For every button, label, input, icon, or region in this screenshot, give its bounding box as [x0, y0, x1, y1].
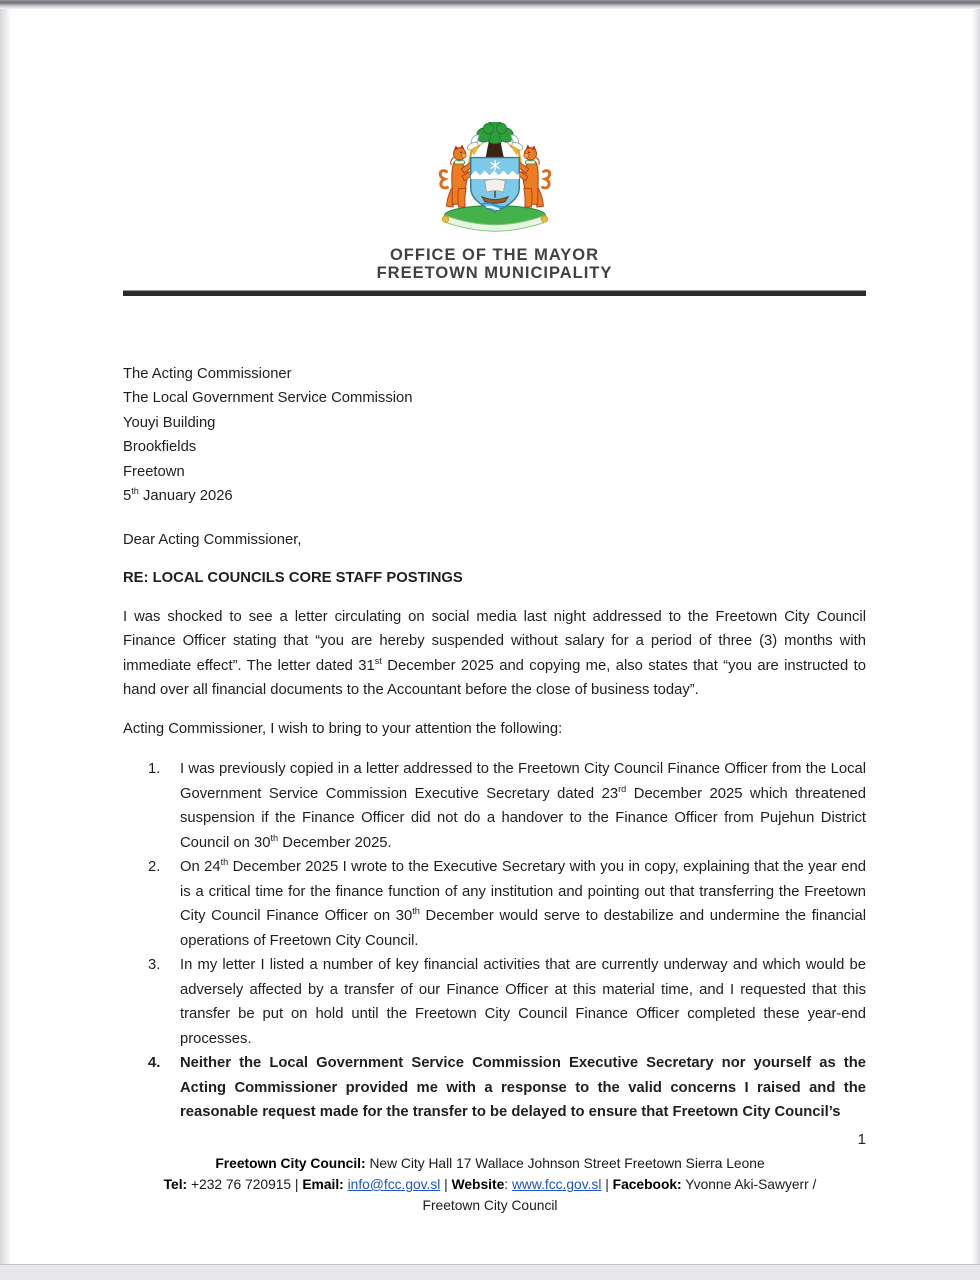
paragraph: Acting Commissioner, I wish to bring to your attention the following: [123, 720, 563, 737]
footer-link[interactable]: info@fcc.gov.sl [347, 1177, 441, 1192]
numbered-list [123, 757, 866, 1125]
recipient-block [123, 362, 866, 509]
org-name [123, 246, 866, 282]
page-footer [0, 1153, 980, 1216]
list-number: 1. [148, 761, 161, 777]
list-number: 3. [148, 957, 161, 973]
list-text: I was previously copied in a letter addressed to the Freetown City Council Finance Officer from the Local Government Service Commission Executive Secretary dated 23rd December 2025 which threatened suspension if the Finance Officer did not do a handover to the Finance Officer from Pujehun District Council on 30th December 2025. [180, 761, 867, 851]
coat-of-arms-logo [425, 122, 565, 241]
subject-line: RE: LOCAL COUNCILS CORE STAFF POSTINGS [123, 570, 463, 586]
paragraph: I was shocked to see a letter circulating on social media last night addressed to the Freetown City Council Finance Officer stating that “you are hereby suspended without salary for a period of three (3) months with immediate effect”. The letter dated 31st December 2025 and copying me, also states that “you are instructed to hand over all financial documents to the Accountant before the close of business today”. [123, 608, 867, 698]
lion-supporter-left [440, 144, 473, 207]
scan-edge-top [0, 0, 980, 9]
salutation: Dear Acting Commissioner, [123, 531, 302, 548]
letter-date: 5th January 2026 [123, 486, 233, 504]
freetown-coat-of-arms-icon [425, 122, 565, 236]
shield [470, 158, 519, 212]
letter-page [123, 0, 866, 1125]
list-number: 2. [148, 859, 161, 875]
scan-edge-bottom [0, 1264, 980, 1280]
list-item [123, 757, 866, 855]
footer-link[interactable]: www.fcc.gov.sl [511, 1177, 602, 1192]
list-text: On 24th December 2025 I wrote to the Executive Secretary with you in copy, explaining that the year end is a critical time for the finance function of any institution and pointing out that transferring the Freetown City Council Finance Officer on 30th December would serve to destabilize and undermine the financial operations of Freetown City Council. [180, 857, 866, 949]
list-item [123, 1051, 866, 1125]
list-item [123, 953, 866, 1051]
list-item [123, 855, 866, 953]
footer-line-address: Freetown City Council: New City Hall 17 Wallace Johnson Street Freetown Sierra Leone [215, 1156, 765, 1171]
list-text: Neither the Local Government Service Commission Executive Secretary nor yourself as the Acting Commissioner provided me with a response to the valid concerns I raised and the reasonable request made for the transfer to be delayed to ensure that Freetown City Council’s [180, 1055, 866, 1120]
recipient-line: The Acting Commissioner [123, 365, 292, 382]
lion-supporter-right [516, 144, 549, 207]
list-number: 4. [148, 1055, 161, 1071]
header-divider [123, 290, 866, 296]
list-text: In my letter I listed a number of key financial activities that are currently underway and which would be adversely affected by a transfer of our Finance Officer at this material time, and I requested that this transfer be put on hold until the Freetown City Council Finance Officer completed these year-end processes. [180, 957, 866, 1047]
scan-edge-right [971, 9, 980, 1265]
org-line-2: FREETOWN MUNICIPALITY [376, 264, 613, 282]
footer-line-contacts: Tel: +232 76 720915 | Email: info@fcc.gov.sl | Website: www.fcc.gov.sl | Facebook: Yvonne Aki-Sawyerr / [163, 1177, 817, 1192]
page-number: 1 [857, 1131, 866, 1148]
recipient-line: The Local Government Service Commission [123, 390, 413, 406]
recipient-line: Brookfields [123, 439, 197, 455]
scan-edge-left [0, 9, 11, 1265]
recipient-line: Youyi Building [123, 414, 216, 431]
org-line-1: OFFICE OF THE MAYOR [389, 246, 600, 264]
recipient-line: Freetown [123, 463, 185, 480]
footer-line-facebook: Freetown City Council [422, 1198, 558, 1213]
